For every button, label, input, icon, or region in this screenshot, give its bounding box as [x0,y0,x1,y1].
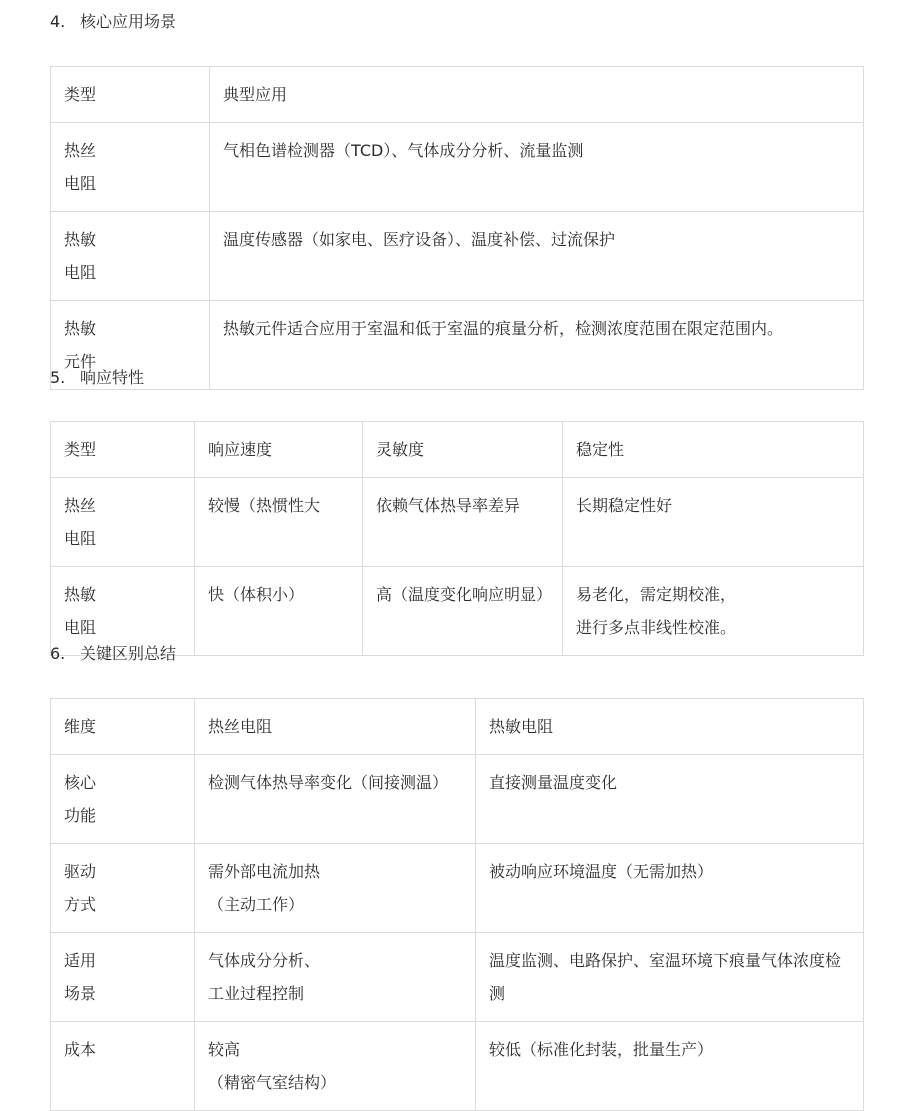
table-row [51,844,864,933]
table-cell [210,301,864,390]
section-4-heading [50,12,176,32]
cell-text: 热敏 [64,319,97,338]
section-title: 响应特性 [80,368,145,387]
header-cell: 响应速度 [195,422,363,478]
table-cell [363,567,563,656]
table-cell [476,755,864,844]
cell-text: 成本 [64,1040,97,1059]
section-number: 5. [50,368,66,387]
table-cell [563,567,864,656]
cell-text: 长期稳定性好 [576,496,673,515]
header-cell: 类型 [51,67,210,123]
table-cell [476,844,864,933]
cell-text: 被动响应环境温度（无需加热） [489,862,714,881]
header-cell: 灵敏度 [363,422,563,478]
section-number: 6. [50,644,66,663]
cell-text: 电阻 [64,174,97,193]
section-title: 核心应用场景 [80,12,177,31]
cell-text: 较高 [208,1040,241,1059]
cell-text: 热敏元件适合应用于室温和低于室温的痕量分析，检测浓度范围在限定范围内。 [223,319,784,338]
section-5-heading [50,368,144,388]
section-number: 4. [50,12,66,31]
application-table [50,66,864,390]
cell-text: 直接测量温度变化 [489,773,618,792]
header-cell: 稳定性 [563,422,864,478]
section-6-heading [50,644,176,664]
summary-table [50,698,864,1111]
table-cell [51,755,195,844]
header-cell: 类型 [51,422,195,478]
table-cell [476,933,864,1022]
table-row [51,1022,864,1111]
table-cell [195,844,476,933]
table-cell [195,1022,476,1111]
table-cell [563,478,864,567]
header-cell: 热敏电阻 [476,699,864,755]
cell-text: 快（体积小） [208,585,305,604]
cell-text: 进行多点非线性校准。 [576,618,737,637]
header-cell: 典型应用 [210,67,864,123]
cell-text: 温度传感器（如家电、医疗设备）、温度补偿、过流保护 [223,230,616,249]
cell-text: 方式 [64,895,97,914]
table-cell [51,123,210,212]
cell-text: 场景 [64,984,97,1003]
table-cell [210,123,864,212]
table-row [51,123,864,212]
table-cell [51,1022,195,1111]
cell-text: 气体成分分析、 [208,951,321,970]
table-cell [210,212,864,301]
table-row [51,478,864,567]
table-cell [195,567,363,656]
table-row [51,567,864,656]
cell-text: 较低（标准化封装，批量生产） [489,1040,714,1059]
section-title: 关键区别总结 [80,644,177,663]
table-row [51,933,864,1022]
cell-text: 热丝 [64,496,97,515]
table-cell [51,933,195,1022]
cell-text: 电阻 [64,263,97,282]
table-cell [476,1022,864,1111]
cell-text: 检测气体热导率变化（间接测温） [208,773,449,792]
table-cell [195,478,363,567]
cell-text: 电阻 [64,529,97,548]
cell-text: 热丝 [64,141,97,160]
cell-text: 需外部电流加热 [208,862,321,881]
cell-text: （主动工作） [208,895,305,914]
header-cell: 热丝电阻 [195,699,476,755]
table-cell [195,755,476,844]
cell-text: 气相色谱检测器（TCD）、气体成分分析、流量监测 [223,141,584,160]
table-header-row [51,422,864,478]
table-cell [51,478,195,567]
table-cell [51,567,195,656]
table-cell [363,478,563,567]
cell-text: 驱动 [64,862,97,881]
table-row [51,212,864,301]
table-row [51,755,864,844]
table-cell [195,933,476,1022]
cell-text: 元件 [64,352,97,371]
cell-text: 依赖气体热导率差异 [376,496,521,515]
table-cell [51,212,210,301]
cell-text: （精密气室结构） [208,1073,337,1092]
cell-text: 易老化，需定期校准， [576,585,737,604]
cell-text: 温度监测、电路保护、室温环境下痕量气体浓度检测 [489,951,842,1003]
table-header-row [51,67,864,123]
cell-text: 核心 [64,773,97,792]
cell-text: 功能 [64,806,97,825]
cell-text: 电阻 [64,618,97,637]
cell-text: 热敏 [64,585,97,604]
cell-text: 较慢（热惯性大 [208,496,321,515]
response-table [50,421,864,656]
header-cell: 维度 [51,699,195,755]
table-cell [51,844,195,933]
table-header-row [51,699,864,755]
cell-text: 工业过程控制 [208,984,305,1003]
cell-text: 热敏 [64,230,97,249]
cell-text: 高（温度变化响应明显） [376,585,553,604]
table-row [51,301,864,390]
cell-text: 适用 [64,951,97,970]
